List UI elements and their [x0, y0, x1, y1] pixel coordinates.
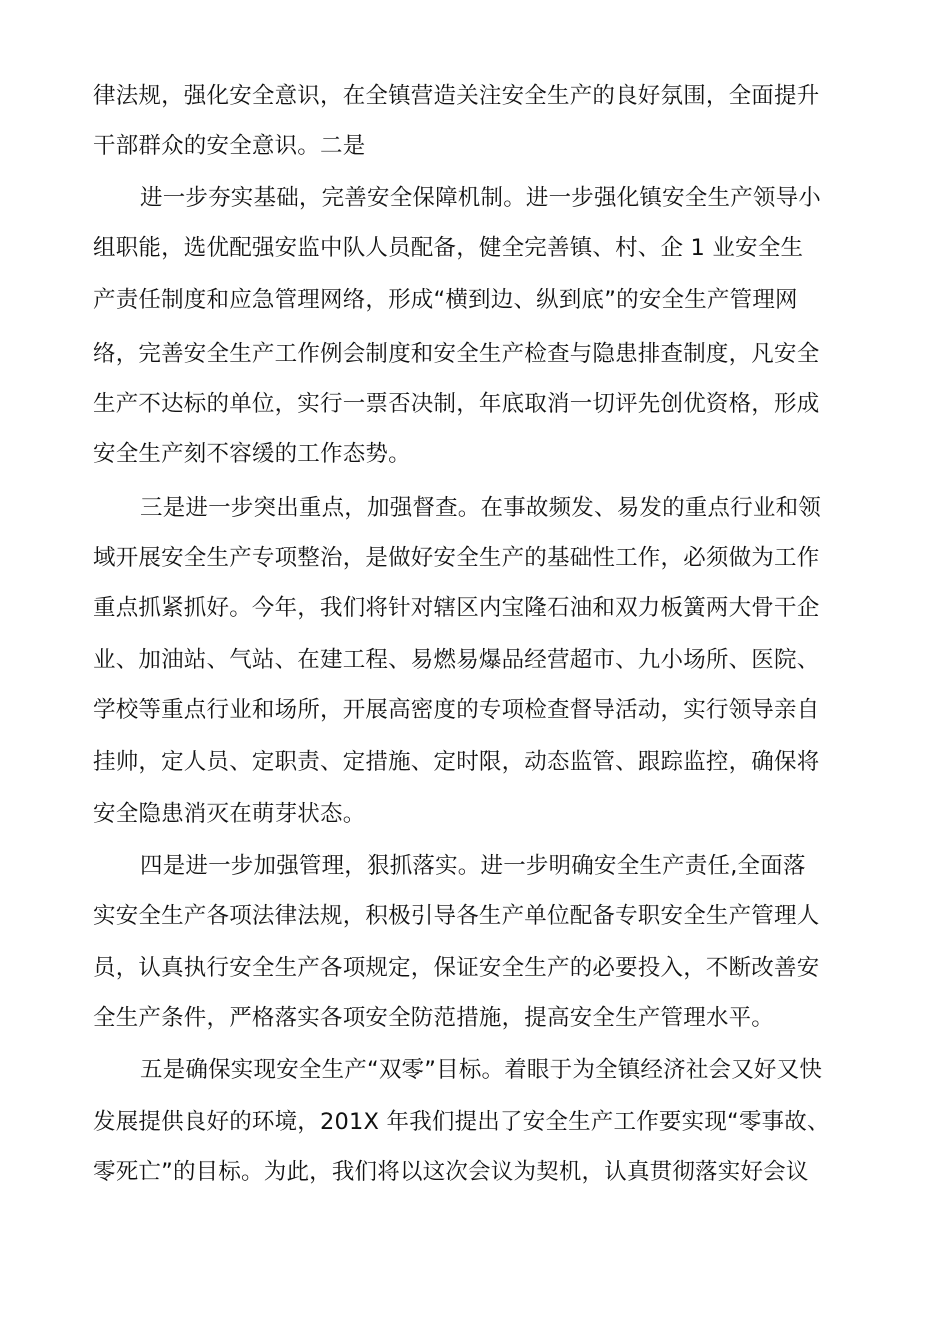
- text-line: 实安全生产各项法律法规，积极引导各生产单位配备专职安全生产管理人: [93, 903, 820, 929]
- text-line: 业、加油站、气站、在建工程、易燃易爆品经营超市、九小场所、医院、: [93, 647, 820, 673]
- text-line: 员，认真执行安全生产各项规定，保证安全生产的必要投入，不断改善安: [93, 955, 820, 981]
- text-line: 组职能，选优配强安监中队人员配备，健全完善镇、村、企 1 业安全生: [93, 235, 804, 261]
- text-line: 挂帅，定人员、定职责、定措施、定时限，动态监管、跟踪监控，确保将: [93, 749, 820, 775]
- text-line: 安全生产刻不容缓的工作态势。: [93, 441, 411, 467]
- text-line: 零死亡”的目标。为此，我们将以这次会议为契机，认真贯彻落实好会议: [93, 1159, 809, 1185]
- text-line: 全生产条件，严格落实各项安全防范措施，提高安全生产管理水平。: [93, 1005, 775, 1031]
- text-line: 学校等重点行业和场所，开展高密度的专项检查督导活动，实行领导亲自: [93, 697, 820, 723]
- paragraph-first-line: 五是确保实现安全生产“双零”目标。着眼于为全镇经济社会又好又快: [140, 1057, 823, 1083]
- text-line: 产责任制度和应急管理网络，形成“横到边、纵到底”的安全生产管理网: [93, 287, 798, 313]
- text-line: 律法规，强化安全意识，在全镇营造关注安全生产的良好氛围，全面提升: [93, 83, 820, 109]
- text-line: 干部群众的安全意识。二是: [93, 133, 366, 159]
- text-line: 安全隐患消灭在萌芽状态。: [93, 801, 366, 827]
- paragraph-first-line: 三是进一步突出重点，加强督查。在事故频发、易发的重点行业和领: [140, 495, 822, 521]
- text-line: 重点抓紧抓好。今年，我们将针对辖区内宝隆石油和双力板簧两大骨干企: [93, 595, 820, 621]
- text-line: 络，完善安全生产工作例会制度和安全生产检查与隐患排查制度，凡安全: [93, 341, 820, 367]
- paragraph-first-line: 四是进一步加强管理，狠抓落实。进一步明确安全生产责任,全面落: [140, 853, 806, 879]
- text-line: 生产不达标的单位，实行一票否决制，年底取消一切评先创优资格，形成: [93, 391, 820, 417]
- paragraph-first-line: 进一步夯实基础，完善安全保障机制。进一步强化镇安全生产领导小: [140, 185, 822, 211]
- text-line: 域开展安全生产专项整治，是做好安全生产的基础性工作，必须做为工作: [93, 545, 820, 571]
- text-line: 发展提供良好的环境，201X 年我们提出了安全生产工作要实现“零事故、: [93, 1109, 830, 1135]
